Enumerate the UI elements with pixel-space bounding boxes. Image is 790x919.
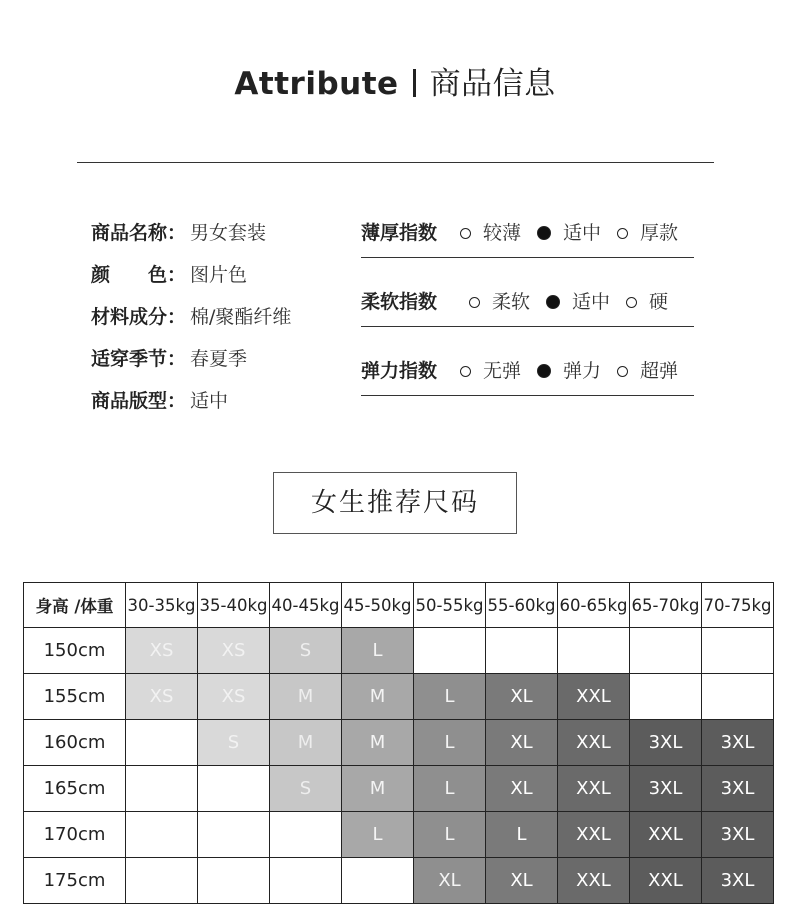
index-option: [626, 287, 668, 317]
size-cell: XS: [126, 674, 198, 720]
height-cell: 165cm: [24, 766, 126, 812]
size-cell: M: [270, 720, 342, 766]
size-cell: [270, 858, 342, 904]
size-cell: XXL: [558, 766, 630, 812]
size-cell: L: [342, 812, 414, 858]
weight-header: 35-40kg: [198, 583, 270, 628]
weight-header: 60-65kg: [558, 583, 630, 628]
attribute-row: [91, 344, 291, 386]
size-table: [23, 582, 774, 904]
size-cell: 3XL: [630, 766, 702, 812]
size-cell: [702, 628, 774, 674]
index-option: [617, 356, 678, 386]
index-option: [537, 356, 601, 386]
weight-header: 30-35kg: [126, 583, 198, 628]
size-cell: XL: [414, 858, 486, 904]
size-cell: XS: [126, 628, 198, 674]
page-title: [0, 58, 790, 103]
index-label: 弹力指数: [361, 360, 438, 382]
height-cell: 150cm: [24, 628, 126, 674]
size-cell: M: [342, 766, 414, 812]
index-option-label: 无弹: [482, 360, 521, 382]
size-cell: XXL: [558, 720, 630, 766]
size-cell: [198, 766, 270, 812]
attribute-value: 适中: [190, 390, 229, 412]
index-option-label: 超弹: [639, 360, 678, 382]
size-section-title: 女生推荐尺码: [273, 472, 517, 534]
size-cell: [126, 766, 198, 812]
index-row: [361, 351, 694, 391]
size-cell: XS: [198, 674, 270, 720]
size-cell: [270, 812, 342, 858]
size-cell: S: [270, 766, 342, 812]
empty-circle-icon: [460, 228, 471, 239]
index-option-label: 适中: [572, 291, 611, 313]
size-cell: [414, 628, 486, 674]
size-cell: L: [486, 812, 558, 858]
size-cell: [342, 858, 414, 904]
size-cell: [486, 628, 558, 674]
size-cell: XL: [486, 720, 558, 766]
attribute-key: 商品名称：: [91, 222, 187, 244]
size-cell: XXL: [558, 674, 630, 720]
index-option-label: 柔软: [492, 291, 531, 313]
filled-circle-icon: [537, 364, 551, 378]
size-cell: L: [414, 766, 486, 812]
attribute-value: 棉/聚酯纤维: [190, 306, 292, 328]
index-option: [537, 218, 601, 248]
filled-circle-icon: [537, 226, 551, 240]
size-cell: 3XL: [702, 858, 774, 904]
weight-header: 55-60kg: [486, 583, 558, 628]
weight-header: 50-55kg: [414, 583, 486, 628]
index-option-label: 较薄: [482, 222, 521, 244]
size-cell: M: [342, 720, 414, 766]
index-option: [617, 218, 678, 248]
index-divider: [361, 326, 694, 327]
size-cell: XS: [198, 628, 270, 674]
attribute-row: [91, 386, 291, 428]
table-row: [24, 812, 774, 858]
table-row: [24, 720, 774, 766]
size-cell: L: [414, 720, 486, 766]
attribute-key: 颜 色：: [91, 264, 187, 286]
table-header-row: [24, 583, 774, 628]
attribute-key: 商品版型：: [91, 390, 187, 412]
index-option-label: 适中: [562, 222, 601, 244]
index-divider: [361, 395, 694, 396]
index-row: [361, 213, 694, 253]
size-cell: L: [414, 674, 486, 720]
size-cell: L: [414, 812, 486, 858]
attribute-key: 适穿季节：: [91, 348, 187, 370]
size-cell: XXL: [630, 812, 702, 858]
size-cell: [630, 674, 702, 720]
attribute-value: 春夏季: [190, 348, 248, 370]
attribute-key: 材料成分：: [91, 306, 187, 328]
weight-header: 65-70kg: [630, 583, 702, 628]
index-label: 柔软指数: [361, 291, 438, 313]
empty-circle-icon: [626, 297, 637, 308]
size-cell: S: [270, 628, 342, 674]
size-cell: [198, 812, 270, 858]
filled-circle-icon: [546, 295, 560, 309]
size-cell: XXL: [558, 858, 630, 904]
size-cell: M: [342, 674, 414, 720]
index-option: [460, 356, 521, 386]
size-cell: XXL: [630, 858, 702, 904]
attribute-value: 男女套装: [190, 222, 267, 244]
height-cell: 160cm: [24, 720, 126, 766]
empty-circle-icon: [460, 366, 471, 377]
size-cell: L: [342, 628, 414, 674]
empty-circle-icon: [617, 228, 628, 239]
size-cell: M: [270, 674, 342, 720]
table-row: [24, 674, 774, 720]
attribute-value: 图片色: [190, 264, 248, 286]
empty-circle-icon: [617, 366, 628, 377]
weight-header: 40-45kg: [270, 583, 342, 628]
attribute-row: [91, 218, 291, 260]
size-cell: [198, 858, 270, 904]
size-cell: [702, 674, 774, 720]
size-cell: [630, 628, 702, 674]
empty-circle-icon: [469, 297, 480, 308]
size-cell: 3XL: [702, 766, 774, 812]
table-row: [24, 766, 774, 812]
height-cell: 155cm: [24, 674, 126, 720]
size-cell: XL: [486, 766, 558, 812]
title-chinese: 商品信息: [429, 66, 556, 102]
size-cell: XXL: [558, 812, 630, 858]
size-cell: [558, 628, 630, 674]
size-cell: [126, 812, 198, 858]
size-cell: XL: [486, 674, 558, 720]
index-row: [361, 282, 694, 322]
size-cell: XL: [486, 858, 558, 904]
size-cell: 3XL: [702, 812, 774, 858]
index-option: [460, 218, 521, 248]
title-divider: [413, 69, 416, 97]
size-cell: 3XL: [702, 720, 774, 766]
index-option-label: 厚款: [639, 222, 678, 244]
table-corner-header: 身高 /体重: [24, 583, 126, 628]
height-cell: 175cm: [24, 858, 126, 904]
index-option: [546, 287, 610, 317]
table-row: [24, 628, 774, 674]
attribute-row: [91, 260, 291, 302]
size-cell: [126, 858, 198, 904]
weight-header: 70-75kg: [702, 583, 774, 628]
index-option-label: 硬: [649, 291, 669, 313]
index-label: 薄厚指数: [361, 222, 438, 244]
table-row: [24, 858, 774, 904]
height-cell: 170cm: [24, 812, 126, 858]
index-divider: [361, 257, 694, 258]
index-option-label: 弹力: [562, 360, 601, 382]
title-english: Attribute: [234, 66, 399, 102]
size-cell: [126, 720, 198, 766]
header-divider: [77, 162, 714, 163]
size-cell: S: [198, 720, 270, 766]
size-cell: 3XL: [630, 720, 702, 766]
index-option: [469, 287, 530, 317]
attribute-list: [91, 218, 291, 428]
weight-header: 45-50kg: [342, 583, 414, 628]
attribute-row: [91, 302, 291, 344]
index-panel: [361, 213, 694, 420]
